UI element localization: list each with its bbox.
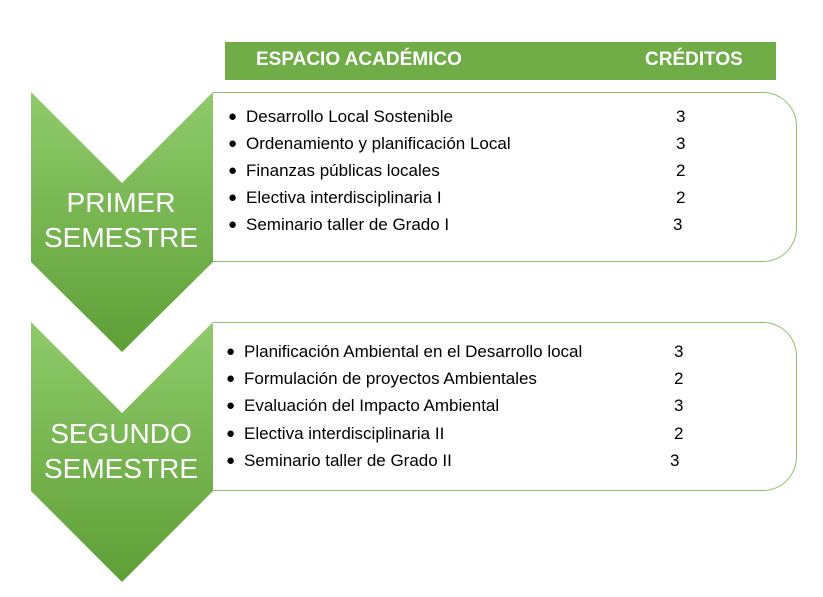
course-item [228, 184, 698, 211]
bullet-icon: ● [228, 189, 238, 206]
course-credits: 2 [674, 424, 684, 443]
course-credits: 3 [674, 396, 684, 415]
course-credits: 2 [674, 369, 684, 388]
bullet-icon: ● [228, 135, 238, 152]
course-item [228, 103, 698, 130]
semester-2-title-line2: SEMESTRE [43, 453, 199, 484]
bullet-icon: ● [226, 397, 236, 414]
course-name: Evaluación del Impacto Ambiental [244, 396, 500, 415]
course-name: Formulación de proyectos Ambientales [244, 369, 537, 388]
course-credits: 2 [676, 188, 686, 207]
course-item [226, 365, 696, 392]
course-credits: 3 [676, 107, 686, 126]
course-name: Finanzas públicas locales [246, 161, 440, 180]
course-name: Planificación Ambiental en el Desarrollo local [244, 342, 583, 361]
course-item [228, 157, 698, 184]
bullet-icon: ● [228, 162, 238, 179]
course-credits: 2 [676, 161, 686, 180]
bullet-icon: ● [226, 425, 236, 442]
course-credits: 3 [674, 342, 684, 361]
semester-1-title-line1: PRIMER [66, 187, 176, 218]
bullet-icon: ● [226, 370, 236, 387]
bullet-icon: ● [228, 216, 238, 233]
header-credits-label: CRÉDITOS [645, 49, 743, 70]
bullet-icon: ● [226, 452, 236, 469]
course-name: Ordenamiento y planificación Local [246, 134, 511, 153]
course-name: Electiva interdisciplinaria II [244, 424, 445, 443]
bullet-icon: ● [226, 343, 236, 360]
course-credits: 3 [673, 215, 683, 234]
course-name: Electiva interdisciplinaria I [246, 188, 442, 207]
course-item [228, 130, 698, 157]
bullet-icon: ● [228, 108, 238, 125]
course-name: Seminario taller de Grado I [246, 215, 450, 234]
semester-2-title-line1: SEGUNDO [50, 418, 192, 449]
course-credits: 3 [670, 451, 680, 470]
header-space-label: ESPACIO ACADÉMICO [256, 49, 462, 70]
course-name: Seminario taller de Grado II [244, 451, 452, 470]
semester-1-title-line2: SEMESTRE [43, 222, 199, 253]
course-item [226, 447, 696, 474]
course-name: Desarrollo Local Sostenible [246, 107, 453, 126]
course-item [228, 211, 698, 238]
course-credits: 3 [676, 134, 686, 153]
course-item [226, 338, 696, 365]
course-item [226, 392, 696, 419]
course-item [226, 420, 696, 447]
